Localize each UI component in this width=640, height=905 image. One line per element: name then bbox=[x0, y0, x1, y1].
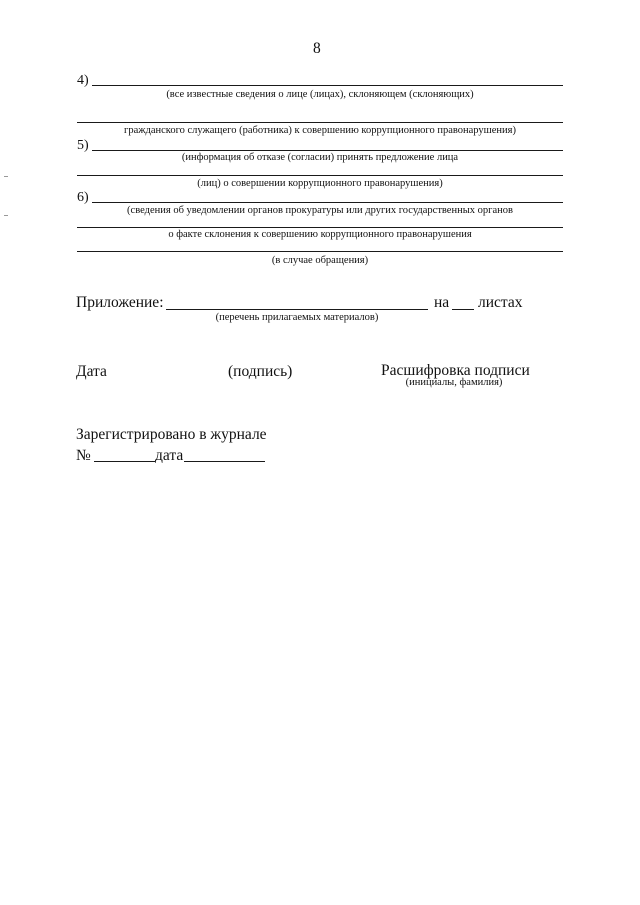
scan-mark bbox=[4, 215, 8, 216]
item-5-caption-2: (лиц) о совершении коррупционного правонарушения) bbox=[197, 178, 443, 189]
registration-number-line bbox=[94, 461, 155, 462]
attachment-label: Приложение: bbox=[76, 294, 164, 311]
date-label: Дата bbox=[76, 363, 107, 380]
signature-label: (подпись) bbox=[228, 363, 293, 380]
item-6-caption-2: о факте склонения к совершению коррупционного правонарушения bbox=[168, 229, 472, 240]
item-4-fill-line-2 bbox=[77, 122, 563, 123]
attachment-on-label: на bbox=[434, 294, 450, 311]
item-4-number: 4) bbox=[77, 73, 89, 88]
item-5-caption-1: (информация об отказе (согласии) принять предложение лица bbox=[181, 152, 459, 163]
attachment-list-line bbox=[166, 309, 428, 310]
item-4-caption-2: гражданского служащего (работника) к совершению коррупционного правонарушения) bbox=[124, 125, 516, 136]
attachment-sheets-count-line bbox=[452, 309, 474, 310]
item-5-number: 5) bbox=[77, 138, 89, 153]
item-6-caption-3: (в случае обращения) bbox=[271, 255, 369, 266]
signature-decode-label: Расшифровка подписи bbox=[381, 362, 530, 379]
item-6-fill-line-3 bbox=[77, 251, 563, 252]
signature-decode-caption: (инициалы, фамилия) bbox=[405, 377, 503, 388]
registration-title: Зарегистрировано в журнале bbox=[76, 426, 267, 443]
item-6-fill-line bbox=[92, 202, 563, 203]
item-6-fill-line-2 bbox=[77, 227, 563, 228]
item-5-fill-line bbox=[92, 150, 563, 151]
item-6-number: 6) bbox=[77, 190, 89, 205]
registration-date-line bbox=[184, 461, 265, 462]
item-6-caption-1: (сведения об уведомлении органов прокуратуры или других государственных органов bbox=[127, 205, 513, 216]
item-5-fill-line-2 bbox=[77, 175, 563, 176]
page-number: 8 bbox=[313, 40, 321, 57]
item-4-fill-line bbox=[92, 85, 563, 86]
registration-date-label: дата bbox=[155, 447, 184, 464]
attachment-caption: (перечень прилагаемых материалов) bbox=[215, 312, 379, 323]
item-4-caption-1: (все известные сведения о лице (лицах), склоняющем (склоняющих) bbox=[166, 89, 474, 100]
attachment-sheets-label: листах bbox=[478, 294, 523, 311]
scan-mark bbox=[4, 176, 8, 177]
registration-number-label: № bbox=[76, 447, 91, 464]
